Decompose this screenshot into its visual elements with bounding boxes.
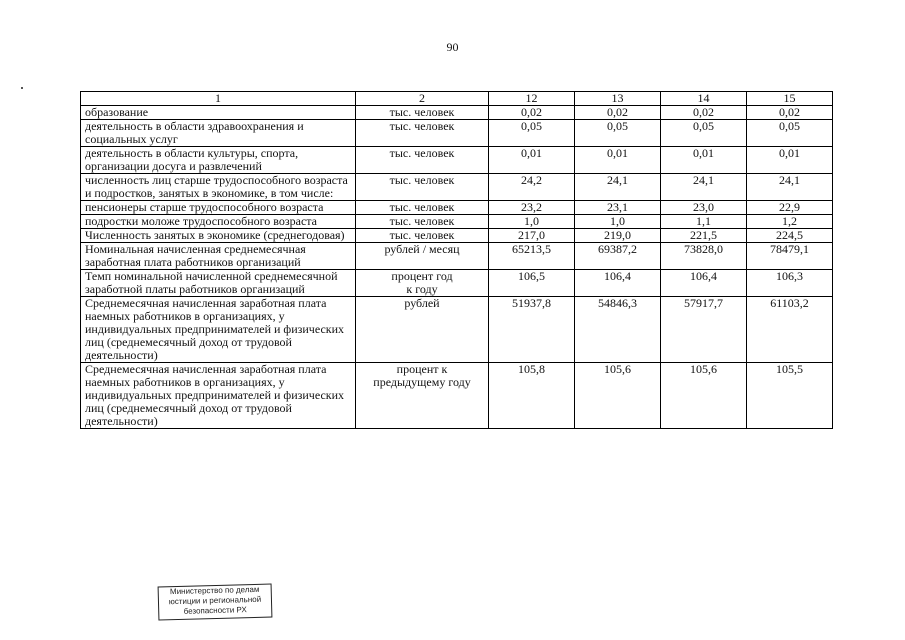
value-cell: 24,1	[661, 174, 747, 201]
table-row	[81, 229, 833, 243]
unit-text: процент год к году	[391, 269, 453, 296]
indicator-name: образование	[81, 106, 356, 120]
column-header: 12	[489, 92, 575, 106]
indicator-unit: тыс. человек	[356, 174, 489, 201]
value-cell: 0,01	[747, 147, 833, 174]
indicator-name: Численность занятых в экономике (среднегодовая)	[81, 229, 356, 243]
value-cell: 221,5	[661, 229, 747, 243]
value-cell: 78479,1	[747, 243, 833, 270]
value-cell: 224,5	[747, 229, 833, 243]
indicator-unit: тыс. человек	[356, 201, 489, 215]
value-cell: 23,2	[489, 201, 575, 215]
indicator-unit: рублей / месяц	[356, 243, 489, 270]
table-row	[81, 201, 833, 215]
value-cell: 0,02	[575, 106, 661, 120]
header-row	[81, 92, 833, 106]
indicator-name: Среднемесячная начисленная заработная плата наемных работников в организациях, у индивидуальных предпринимателей и физических лиц (среднемесячный доход от трудовой деятельности)	[81, 363, 356, 429]
column-header: 15	[747, 92, 833, 106]
value-cell: 219,0	[575, 229, 661, 243]
table-row	[81, 215, 833, 229]
value-cell: 65213,5	[489, 243, 575, 270]
value-cell: 1,0	[489, 215, 575, 229]
column-header: 2	[356, 92, 489, 106]
stamp-line: юстиции и региональной	[168, 594, 262, 607]
value-cell: 105,6	[661, 363, 747, 429]
value-cell: 24,2	[489, 174, 575, 201]
indicator-unit: рублей	[356, 297, 489, 363]
value-cell: 0,05	[575, 120, 661, 147]
value-cell: 54846,3	[575, 297, 661, 363]
value-cell: 0,05	[489, 120, 575, 147]
value-cell: 1,1	[661, 215, 747, 229]
value-cell: 0,05	[747, 120, 833, 147]
value-cell: 22,9	[747, 201, 833, 215]
value-cell: 106,3	[747, 270, 833, 297]
value-cell: 106,4	[661, 270, 747, 297]
value-cell: 51937,8	[489, 297, 575, 363]
value-cell: 0,01	[661, 147, 747, 174]
value-cell: 23,0	[661, 201, 747, 215]
value-cell: 105,6	[575, 363, 661, 429]
value-cell: 0,01	[575, 147, 661, 174]
indicator-unit: тыс. человек	[356, 120, 489, 147]
stamp-line: безопасности РХ	[183, 605, 247, 616]
ministry-stamp	[158, 584, 273, 621]
value-cell: 217,0	[489, 229, 575, 243]
value-cell: 0,02	[747, 106, 833, 120]
value-cell: 24,1	[747, 174, 833, 201]
value-cell: 23,1	[575, 201, 661, 215]
indicator-name: численность лиц старше трудоспособного возраста и подростков, занятых в экономике, в том числе:	[81, 174, 356, 201]
value-cell: 0,05	[661, 120, 747, 147]
value-cell: 0,02	[661, 106, 747, 120]
column-header: 13	[575, 92, 661, 106]
value-cell: 24,1	[575, 174, 661, 201]
table-row	[81, 363, 833, 429]
indicator-unit: тыс. человек	[356, 215, 489, 229]
column-header: 1	[81, 92, 356, 106]
indicator-unit: тыс. человек	[356, 147, 489, 174]
value-cell: 61103,2	[747, 297, 833, 363]
indicator-unit: тыс. человек	[356, 106, 489, 120]
table-row	[81, 297, 833, 363]
value-cell: 57917,7	[661, 297, 747, 363]
table-row	[81, 270, 833, 297]
column-header: 14	[661, 92, 747, 106]
value-cell: 0,02	[489, 106, 575, 120]
indicator-name: Номинальная начисленная среднемесячная заработная плата работников организаций	[81, 243, 356, 270]
stamp-line: Министерство по делам	[169, 584, 260, 597]
indicator-name: подростки моложе трудоспособного возраста	[81, 215, 356, 229]
table-row	[81, 147, 833, 174]
indicator-name: Среднемесячная начисленная заработная плата наемных работников в организациях, у индивидуальных предпринимателей и физических лиц (среднемесячный доход от трудовой деятельности)	[81, 297, 356, 363]
indicator-name: деятельность в области культуры, спорта, организации досуга и развлечений	[81, 147, 356, 174]
indicator-unit	[356, 363, 489, 429]
indicator-unit	[356, 270, 489, 297]
table-row	[81, 120, 833, 147]
indicators-table	[80, 91, 833, 429]
page-number: 90	[446, 40, 459, 54]
scan-speck	[21, 87, 23, 89]
indicator-name: деятельность в области здравоохранения и социальных услуг	[81, 120, 356, 147]
table-row	[81, 106, 833, 120]
table-row	[81, 243, 833, 270]
value-cell: 1,0	[575, 215, 661, 229]
value-cell: 0,01	[489, 147, 575, 174]
value-cell: 73828,0	[661, 243, 747, 270]
indicator-name: пенсионеры старше трудоспособного возраста	[81, 201, 356, 215]
value-cell: 106,5	[489, 270, 575, 297]
value-cell: 105,5	[747, 363, 833, 429]
value-cell: 69387,2	[575, 243, 661, 270]
table-row	[81, 174, 833, 201]
value-cell: 1,2	[747, 215, 833, 229]
value-cell: 105,8	[489, 363, 575, 429]
unit-text: процент к предыдущему году	[373, 362, 471, 389]
indicator-name: Темп номинальной начисленной среднемесячной заработной платы работников организаций	[81, 270, 356, 297]
value-cell: 106,4	[575, 270, 661, 297]
indicator-unit: тыс. человек	[356, 229, 489, 243]
